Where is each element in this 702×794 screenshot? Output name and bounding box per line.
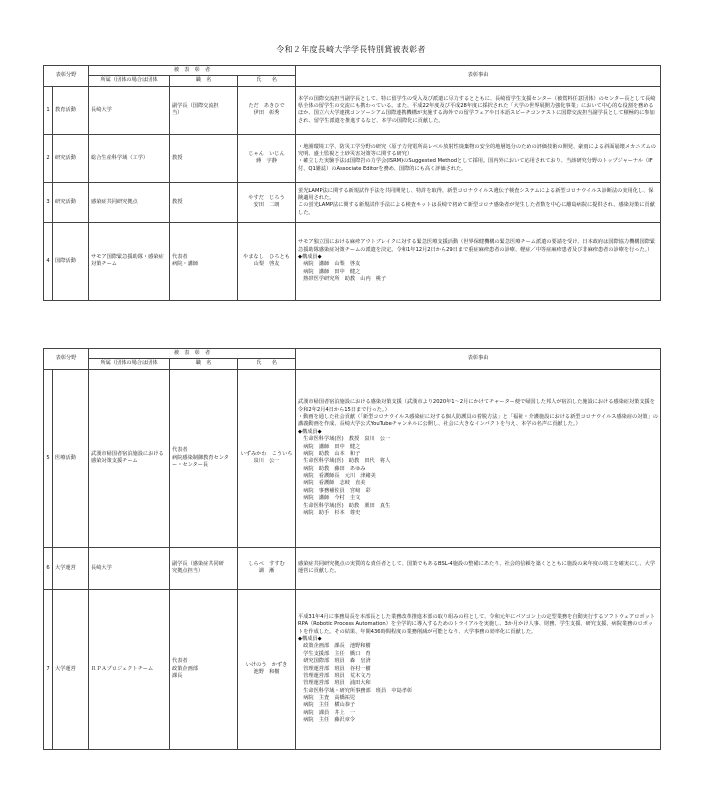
- row-number: 4: [44, 222, 53, 300]
- name-line: 調 漸: [258, 568, 275, 575]
- reason-line: 生命医科学域(医) 教授 泉川 公一: [298, 436, 391, 443]
- reason-line: 研究国際部 班員 森 皇済: [298, 658, 371, 665]
- position-cell: [170, 182, 238, 222]
- position-cell: [170, 547, 238, 589]
- name-line: 蔣 宇静: [256, 158, 277, 165]
- reason-line: 病院 講師 田中 健之: [298, 443, 361, 450]
- reason-line: 管理運営部 班員 谷村一樹: [298, 665, 371, 672]
- reason-line: 病院 助教 山本 和子: [298, 450, 361, 457]
- position-line: 副学長（国際交流担: [172, 102, 219, 109]
- name-cell: [238, 369, 296, 547]
- name-cell: [238, 182, 296, 222]
- reason-line: 病院 講師 今村 圭文: [298, 495, 361, 502]
- row-number: 2: [44, 134, 53, 182]
- position-line: 課長: [172, 672, 183, 679]
- header-awardee: 被 表 彰 者: [89, 349, 296, 359]
- reason-line: 政策企画部 課長 池野和樹: [298, 643, 371, 650]
- category-cell: 研究活動: [53, 182, 89, 222]
- header-affiliation: 所属（団体の場合は団体: [89, 76, 170, 86]
- page-title: 令和２年度長崎大学学長特別賞被表彰者: [276, 45, 426, 54]
- header-position: 職 名: [170, 359, 238, 369]
- reason-cell: [296, 589, 661, 749]
- header-name: 氏 名: [238, 359, 296, 369]
- affiliation-cell: 長崎大学: [89, 547, 170, 589]
- category-cell: 国際活動: [53, 222, 89, 300]
- header-category: 表彰分野: [44, 66, 89, 87]
- reason-line: 生命医科学域(医) 助教 田代 将人: [298, 458, 391, 465]
- name-cell: [238, 547, 296, 589]
- table-row: [44, 547, 661, 589]
- reason-line: 病院 課員 井上 一: [298, 709, 356, 716]
- position-cell: [170, 134, 238, 182]
- position-cell: [170, 86, 238, 134]
- affiliation-cell: ＲＰＡプロジェクトチーム: [89, 589, 170, 749]
- reason-line: 学生支援部 主任 橋口 育: [298, 650, 371, 657]
- affiliation-cell: 感染症共同研究拠点: [89, 182, 170, 222]
- category-cell: 教育活動: [53, 86, 89, 134]
- header-name: 氏 名: [238, 76, 296, 86]
- name-line: しらべ すすむ: [248, 560, 285, 567]
- reason-line: ・動画を通した社会貢献（「新型コロナウイルス感染症に対する個人防護具の着脱方法」と「福祉・介護施設における新型コロナウイルス感染症の対策」の講義動画を作成、長崎大学公式YouTubeチャンネルに公開し、社会に大きなインパクトを与え、本学の名声に貢献した。）: [298, 414, 658, 428]
- category-cell: 研究活動: [53, 134, 89, 182]
- reason-line: 病院 助手 杉本 尊史: [298, 509, 361, 516]
- reason-line: サモア独立国における麻疹アウトブレイクに対する緊急医療支援活動（世界保健機構の緊急医療チーム派遣の要請を受け、日本政府は国際協力機構国際緊急援助隊感染症対策チームの派遣を決定。令和1年12月2日から29日まで重症麻疹患者の診療、軽症／中等症麻疹患者及び非麻疹患者の診療を行った。）: [298, 239, 656, 253]
- reason-line: 生命医科学域(医) 助教 栗田 真生: [298, 502, 391, 509]
- position-line: 副学長（感染症共同研: [172, 560, 224, 567]
- affiliation-cell: サモア国際緊急援助隊・感染症対策チーム: [89, 222, 170, 300]
- reason-line: 本学の国際交流担当副学長として、特に留学生の受入及び派遣に尽力するとともに、長崎留学生支援センター（被賞料任意団体）のセンター長として長崎県全体の留学生の交流にも携わっている。また、平成22年度及び平成28年度に採択された「大学の世界展開力強化事業」において中心的な役割を務めるほか、国立六大学連携コンソーシアム国際連携機構が実施する海外での留学フェアや日本語スピーチコンテストに国際交流担当副学長として積極的に参加され、留学生派遣を推進するなど、本学の国際化に貢献した。: [298, 95, 656, 124]
- header-affiliation: 所属（団体の場合は団体: [89, 359, 170, 369]
- row-number: 7: [44, 589, 53, 749]
- name-line: いずみかわ こういち: [240, 450, 293, 457]
- header-category: 表彰分野: [44, 349, 89, 370]
- reason-line: ・地圏環境工学、防災工学分野の研究（原子力発電所高レベル放射性廃棄物の安全的地層処分のための評価技術の開発、豪雨による斜面崩壊メカニズムの究明、盛土監視と土砂災害対策等に関する研究）: [298, 143, 656, 157]
- reason-line: 管理運営部 班員 浦田大和: [298, 680, 371, 687]
- reason-line: 病院 主任 藤沢章令: [298, 717, 356, 724]
- reason-line: 病院 講師 田中 健之: [298, 268, 361, 275]
- reason-line: ・確立した実験手法は国際岩の力学会(ISRM)のSuggested Methodとして採用。国内外において応用されており、当該研究分野のトップジャーナル（IF付、Q1雑誌）のAssociate Editorを務め、国際的にも高く評価された。: [298, 158, 653, 172]
- row-number: 3: [44, 182, 53, 222]
- name-line: ただ あきひで: [248, 102, 285, 109]
- reason-line: 熱帯医学研究所 助教 山内 桃子: [298, 276, 387, 282]
- position-line: 病院・講師: [172, 261, 198, 268]
- reason-line: 武漢市帰国者宿泊施設における感染対策支援（武漢市より2020年1～2月にかけてチャーター便で帰国した邦人が宿泊した施設における感染症対策支援を令和2年2月4日から15日まで行った。）: [298, 399, 655, 413]
- table-row: [44, 369, 661, 547]
- name-cell: [238, 134, 296, 182]
- category-cell: 大学運営: [53, 589, 89, 749]
- reason-line: 病院 看護師長 元川 津緒美: [298, 473, 376, 479]
- header-reason: 表彰事由: [296, 349, 661, 370]
- table-body-2: [44, 369, 661, 749]
- category-cell: 医療活動: [53, 369, 89, 547]
- name-line: じゃん いじん: [248, 150, 285, 157]
- name-line: 山梨 啓友: [253, 261, 280, 268]
- reason-line: 生命医科学域・研究所事務部 班員 中島孝彰: [298, 687, 413, 694]
- reason-line: 管理運営部 班員 荒木文乃: [298, 672, 371, 679]
- name-line: 泉川 公一: [253, 458, 280, 465]
- header-position: 職 名: [170, 76, 238, 86]
- category-cell: 大学運営: [53, 547, 89, 589]
- reason-line: 平成31年4月に事務局長を本部長とした業務改革推進本部の取り組みの柱として、令和元年にパソコン上の定型業務を自動実行するソフトウェアロボットRPA（Robotic Process Automation）を全学的に導入するためのトライアルを実施し、3か月かけ人事、財務、学生支援、研究支援、病院業務のロボットを作成した。その結果、年間436時間程度の業務削減が可能となり、大学事務の効率化に貢献した。: [298, 613, 655, 635]
- awardees-table-2: [43, 348, 661, 750]
- reason-line: 病院 講師 山梨 啓友: [298, 261, 361, 268]
- affiliation-cell: 総合生産科学域（工学）: [89, 134, 170, 182]
- header-awardee: 被 表 彰 者: [89, 66, 296, 76]
- reason-cell: [296, 134, 661, 182]
- table-row: [44, 589, 661, 749]
- position-line: 当）: [172, 110, 183, 117]
- reason-line: 病院 主任 横山恭子: [298, 702, 356, 709]
- table-body-1: [44, 86, 661, 300]
- reason-cell: [296, 547, 661, 589]
- name-line: やすだ じろう: [248, 194, 285, 201]
- name-line: いけのう かずき: [245, 661, 288, 668]
- reason-line: 感染症共同研究拠点の実質的な責任者として、国策でもあるBSL-4施設の整備にあたり、社会的信頼を築くとともに施設の来年度の竣工を確実にし、大学運営に貢献した。: [298, 560, 656, 575]
- awardees-table-1: [43, 65, 661, 301]
- reason-cell: [296, 182, 661, 222]
- name-line: 池野 和樹: [253, 669, 280, 676]
- reason-line: 病院 主査 高橋祐児: [298, 695, 356, 702]
- reason-cell: [296, 222, 661, 300]
- position-line: 政策企画部: [172, 665, 198, 672]
- name-cell: [238, 222, 296, 300]
- table-row: [44, 134, 661, 182]
- affiliation-cell: 武漢市帰国者宿泊施設における感染対策支援チーム: [89, 369, 170, 547]
- row-number: 1: [44, 86, 53, 134]
- reason-line: 病院 事務補佐員 宮﨑 彩: [298, 487, 371, 494]
- name-cell: [238, 86, 296, 134]
- name-line: やまなし ひろとも: [243, 253, 290, 260]
- reason-cell: [296, 86, 661, 134]
- position-line: 究拠点担当）: [172, 568, 204, 575]
- name-line: 安田 二朗: [253, 202, 280, 209]
- reason-line: ◆構成員◆: [298, 428, 322, 435]
- position-line: 代表者: [172, 658, 188, 665]
- row-number: 5: [44, 369, 53, 547]
- position-line: 教授: [172, 154, 183, 161]
- reason-line: 病院 助教 藤田 あゆみ: [298, 465, 366, 472]
- name-cell: [238, 589, 296, 749]
- reason-line: 病院 看護師 志岐 直美: [298, 480, 366, 487]
- position-cell: [170, 589, 238, 749]
- reason-line: 蛍光LAMP法に関する新規試作手法を共同開発し、特許を取得。新型コロナウイルス遺伝子検査システムによる新型コロナウイルス診断法の実用化し、保険適用された。: [298, 187, 654, 201]
- reason-line: ◆構成員◆: [298, 253, 322, 260]
- position-line: 代表者: [172, 253, 188, 260]
- position-cell: [170, 222, 238, 300]
- position-line: 代表者: [172, 447, 188, 454]
- reason-line: ◆構成員◆: [298, 636, 322, 643]
- table-row: [44, 222, 661, 300]
- name-line: 伊田 彰秀: [253, 110, 280, 117]
- row-number: 6: [44, 547, 53, 589]
- position-line: 病院感染制御教育センター・センター長: [172, 454, 229, 468]
- table-row: [44, 182, 661, 222]
- reason-line: この蛍光LAMP法に関する新規試作手法による検査キットは長崎で初めて新型コロナ感染者が発生した者数を中心に離島病院に提供され、感染対策に貢献した。: [298, 202, 655, 216]
- header-reason: 表彰事由: [296, 66, 661, 87]
- affiliation-cell: 長崎大学: [89, 86, 170, 134]
- position-line: 教授: [172, 198, 183, 205]
- position-cell: [170, 369, 238, 547]
- reason-cell: [296, 369, 661, 547]
- table-row: [44, 86, 661, 134]
